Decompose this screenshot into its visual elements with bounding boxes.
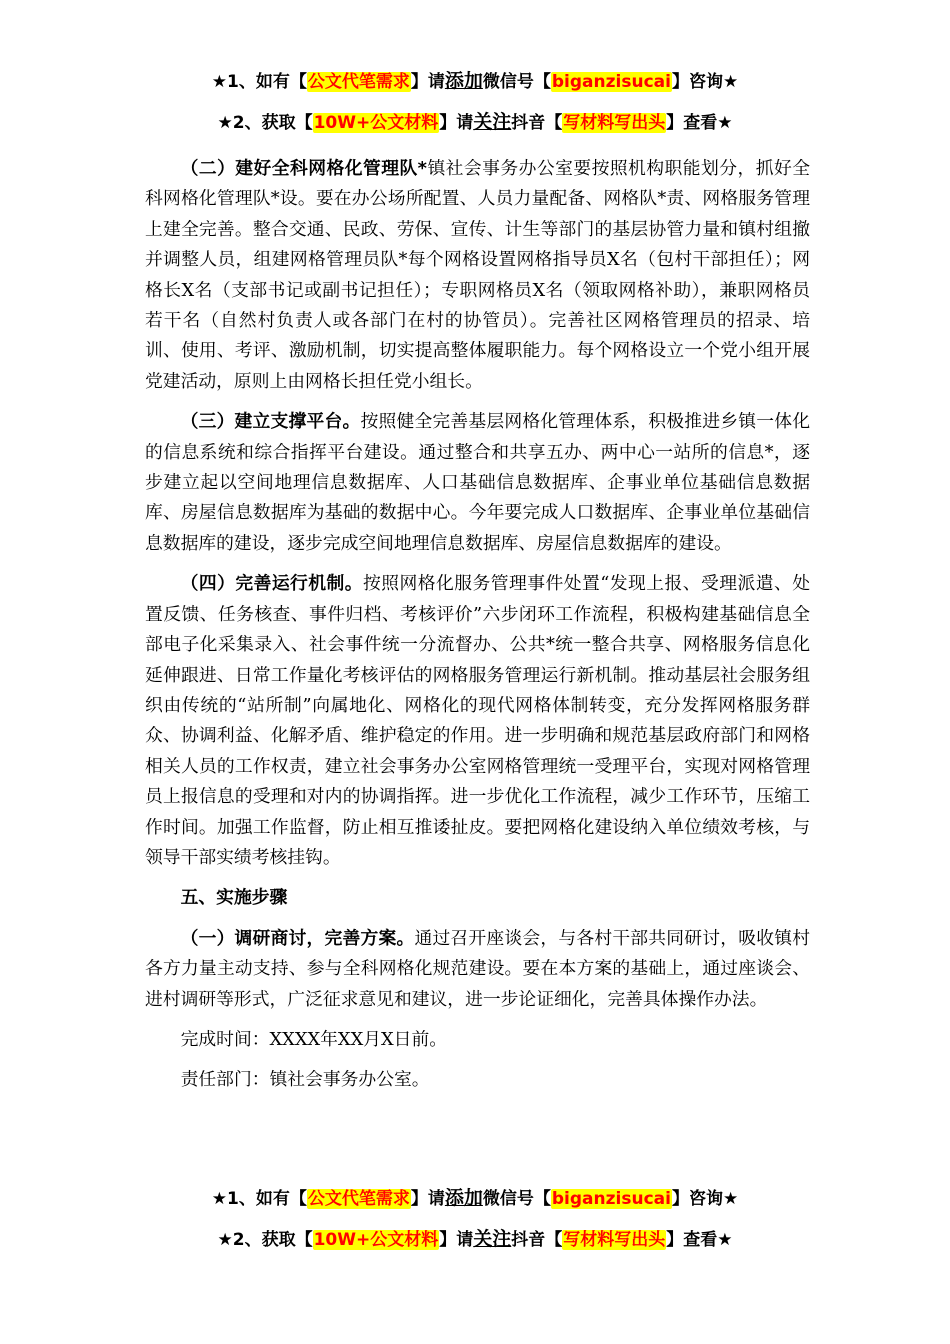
promo-banner-bottom-line1 <box>0 1185 950 1212</box>
banner-text: 】请 <box>410 72 445 92</box>
paragraph-research <box>145 924 810 1015</box>
banner-text: ★1、如有【 <box>211 1189 307 1209</box>
section-heading-steps: 五、实施步骤 <box>180 887 288 909</box>
promo-banner-line1 <box>0 68 950 95</box>
banner-text: 】咨询★ <box>671 72 739 92</box>
paragraph-support-platform <box>145 407 810 559</box>
paragraph-heading: （二）建好全科网格化管理队* <box>180 158 427 179</box>
paragraph-text: 通过召开座谈会，与各村干部共同研讨，吸收镇村各方力量主动支持、参与全科网格化规范建设。要在本方案的基础上，通过座谈会、进村调研等形式，广泛征求意见和建议，进一步论证细化，完善具体操作办法。 <box>145 927 810 1010</box>
banner-text: 】查看★ <box>666 113 733 133</box>
banner-highlight: 10W+公文材料 <box>313 1230 439 1250</box>
document-body <box>145 154 810 1106</box>
completion-time: 完成时间：XXXX年XX月X日前。 <box>180 1028 448 1050</box>
paragraph-heading: （三）建立支撑平台。 <box>180 411 361 433</box>
banner-highlight: 公文代笔需求 <box>307 72 410 92</box>
paragraph-text: 镇社会事务办公室要按照机构职能划分，抓好全科网格化管理队*设。要在办公场所配置、人员力量配备、网格队*责、网格服务管理上建全完善。整合交通、民政、劳保、宣传、计生等部门的基层协管力量和镇村组撤并调整人员，组建网格管理员队*每个网格设置网格指导员X名（包村干部担任）；网格长X名（支部书记或副书记担任）；专职网格员X名（领取网格补助），兼职网格员若干名（自然村负责人或各部门在村的协管员）。完善社区网格管理员的招录、培训、使用、考评、激励机制，切实提高整体履职能力。每个网格设立一个党小组开展党建活动，原则上由网格长担任党小组长。 <box>145 158 810 392</box>
banner-highlight: 10W+公文材料 <box>313 113 439 133</box>
promo-banner-line2 <box>0 109 950 136</box>
banner-text: 】咨询★ <box>671 1189 739 1209</box>
banner-text: 】请 <box>439 113 474 133</box>
banner-wechat-id: biganzisucai <box>551 72 671 92</box>
banner-text: ★2、获取【 <box>217 113 313 133</box>
banner-wechat-id: biganzisucai <box>551 1189 671 1209</box>
paragraph-operation-mechanism <box>145 569 810 873</box>
banner-text: 抖音【 <box>511 113 563 133</box>
banner-underlined: 添加 <box>444 70 483 92</box>
banner-underlined: 关注 <box>473 111 512 133</box>
banner-text: ★2、获取【 <box>217 1230 313 1250</box>
banner-text: 】请 <box>410 1189 445 1209</box>
banner-text: ★1、如有【 <box>211 72 307 92</box>
banner-text: 】请 <box>439 1230 474 1250</box>
banner-underlined: 关注 <box>473 1228 512 1250</box>
responsible-department: 责任部门：镇社会事务办公室。 <box>180 1069 430 1091</box>
banner-douyin-id: 写材料写出头 <box>563 1230 666 1250</box>
banner-text: 微信号【 <box>482 72 551 92</box>
paragraph-text: 按照网格化服务管理事件处置“发现上报、受理派遣、处置反馈、任务核查、事件归档、考核评价”六步闭环工作流程，积极构建基础信息全部电子化采集录入、社会事件统一分流督办、公共*统一整合共享、网格服务信息化延伸跟进、日常工作量化考核评估的网格服务管理运行新机制。推动基层社会服务组织由传统的“站所制”向属地化、网格化的现代网格体制转变，充分发挥网格服务群众、协调利益、化解矛盾、维护稳定的作用。进一步明确和规范基层政府部门和网格相关人员的工作权责，建立社会事务办公室网格管理统一受理平台，实现对网格管理员上报信息的受理和对内的协调指挥。进一步优化工作流程，减少工作环节，压缩工作时间。加强工作监督，防止相互推诿扯皮。要把网格化建设纳入单位绩效考核，与领导干部实绩考核挂钩。 <box>145 573 810 868</box>
paragraph-grid-team <box>145 154 810 397</box>
banner-underlined: 添加 <box>444 1187 483 1209</box>
banner-douyin-id: 写材料写出头 <box>563 113 666 133</box>
promo-banner-bottom-line2 <box>0 1226 950 1253</box>
banner-highlight: 公文代笔需求 <box>307 1189 410 1209</box>
banner-text: 抖音【 <box>511 1230 563 1250</box>
banner-text: 微信号【 <box>482 1189 551 1209</box>
paragraph-text: 按照健全完善基层网格化管理体系，积极推进乡镇一体化的信息系统和综合指挥平台建设。通过整合和共享五办、两中心一站所的信息*，逐步建立起以空间地理信息数据库、人口基础信息数据库、企事业单位基础信息数据库、房屋信息数据库为基础的数据中心。今年要完成人口数据库、企事业单位基础信息数据库的建设，逐步完成空间地理信息数据库、房屋信息数据库的建设。 <box>145 411 810 554</box>
paragraph-heading: （四）完善运行机制。 <box>180 573 364 595</box>
paragraph-heading: （一）调研商讨，完善方案。 <box>180 927 415 949</box>
banner-text: 】查看★ <box>666 1230 733 1250</box>
